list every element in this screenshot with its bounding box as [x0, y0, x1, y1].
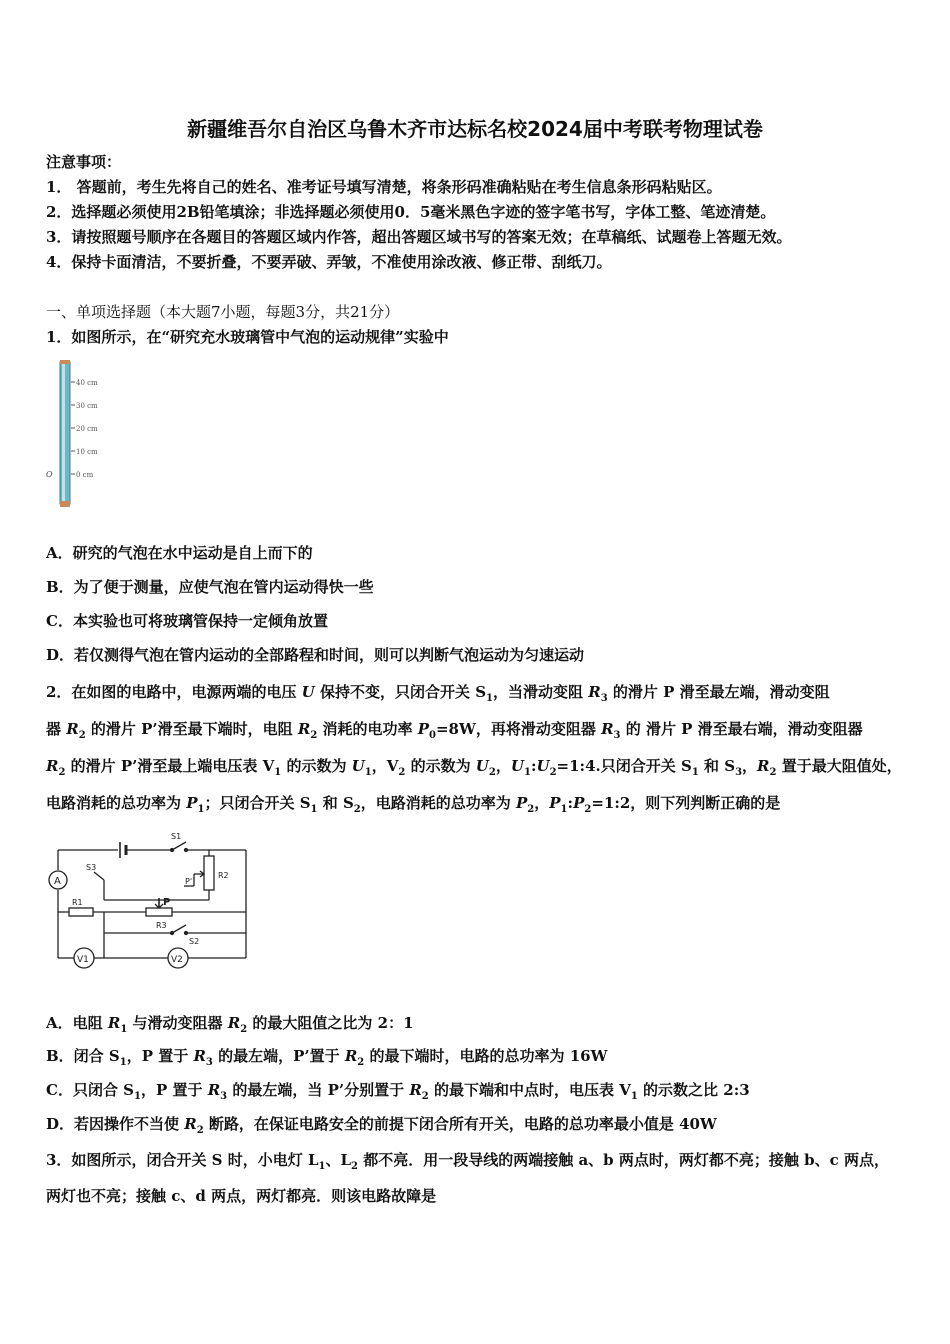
- q1-option-a: A．研究的气泡在水中运动是自上而下的: [46, 544, 313, 562]
- label-v1: V1: [77, 955, 89, 965]
- q3-stem-line-1: 3．如图所示，闭合开关 S 时，小电灯 $L_1$、$L_2$ 都不亮．用一段导线的两端接触 a、b 两点时，两灯都不亮；接触 b、c 两点，: [46, 1151, 889, 1172]
- q2-option-d: D．若因操作不当使 $R_2$ 断路，在保证电路安全的前提下闭合所有开关，电路的总功率最小值是 40W: [46, 1115, 717, 1136]
- q1-tube-figure: [44, 360, 124, 510]
- q2-option-c: C．只闭合 $S_1$，P 置于 $R_3$ 的最左端，当 P’分别置于 $R_2$ 的最下端和中点时，电压表 $V_1$ 的示数之比 2:3: [46, 1081, 750, 1102]
- q2-stem-line-2: 器 $R_2$ 的滑片 P’滑至最下端时，电阻 $R_2$ 消耗的电功率 $P_0=8W$，再将滑动变阻器 $R_3$ 的 滑片 P 滑至最右端，滑动变阻器: [46, 720, 863, 741]
- q2-stem-line-4: 电路消耗的总功率为 $P_1$；只闭合开关 $S_1$ 和 $S_2$，电路消耗的总功率为 $P_2$，$P_1:P_2=1:2$，则下列判断正确的是: [46, 794, 781, 815]
- q1-stem: 1．如图所示，在“研究充水玻璃管中气泡的运动规律”实验中: [46, 328, 449, 346]
- tube-mark-40: 40 cm: [76, 379, 98, 387]
- label-s1: S1: [171, 832, 182, 841]
- q2-option-a: A．电阻 $R_1$ 与滑动变阻器 $R_2$ 的最大阻值之比为 2：1: [46, 1014, 414, 1035]
- page-title: 新疆维吾尔自治区乌鲁木齐市达标名校2024届中考联考物理试卷: [187, 117, 763, 141]
- tube-mark-20: 20 cm: [76, 425, 98, 433]
- q2-circuit-diagram: [44, 828, 254, 978]
- q1-option-d: D．若仅测得气泡在管内运动的全部路程和时间，则可以判断气泡运动为匀速运动: [46, 646, 585, 664]
- notice-heading: 注意事项：: [46, 153, 122, 171]
- q2-stem-line-1: 2．在如图的电路中，电源两端的电压 U 保持不变，只闭合开关 $S_1$，当滑动变阻 $R_3$ 的滑片 P 滑至最左端，滑动变阻: [46, 683, 830, 704]
- tube-mark-0: 0 cm: [76, 471, 94, 479]
- label-s2: S2: [189, 937, 200, 946]
- tube-mark-10: 10 cm: [76, 448, 98, 456]
- label-p: P: [163, 897, 171, 908]
- notice-item-3: 3．请按照题号顺序在各题目的答题区域内作答，超出答题区域书写的答案无效；在草稿纸、试题卷上答题无效。: [46, 228, 792, 246]
- q1-option-b: B．为了便于测量，应使气泡在管内运动得快一些: [46, 578, 374, 596]
- notice-item-2: 2．选择题必须使用2B铅笔填涂；非选择题必须使用0．5毫米黑色字迹的签字笔书写，字体工整、笔迹清楚。: [46, 203, 776, 221]
- section-heading: 一、单项选择题（本大题7小题，每题3分，共21分）: [46, 303, 400, 321]
- label-p2: P': [185, 877, 193, 886]
- label-s3: S3: [86, 863, 97, 872]
- tube-origin-label: O: [46, 470, 53, 479]
- q2-option-b: B．闭合 $S_1$，P 置于 $R_3$ 的最左端，P’置于 $R_2$ 的最下端时，电路的总功率为 16W: [46, 1047, 608, 1068]
- q1-option-c: C．本实验也可将玻璃管保持一定倾角放置: [46, 612, 328, 630]
- label-r1: R1: [72, 898, 83, 907]
- tube-mark-30: 30 cm: [76, 402, 98, 410]
- label-r2: R2: [218, 871, 229, 880]
- label-ammeter: A: [54, 876, 61, 887]
- label-v2: V2: [171, 955, 183, 965]
- notice-item-4: 4．保持卡面清洁，不要折叠，不要弄破、弄皱，不准使用涂改液、修正带、刮纸刀。: [46, 253, 612, 271]
- label-r3: R3: [156, 921, 167, 930]
- notice-item-1: 1． 答题前，考生先将自己的姓名、准考证号填写清楚，将条形码准确粘贴在考生信息条形码粘贴区。: [46, 178, 722, 196]
- q3-stem-line-2: 两灯也不亮；接触 c、d 两点，两灯都亮．则该电路故障是: [46, 1187, 437, 1205]
- q2-stem-line-3: $R_2$ 的滑片 P’滑至最上端电压表 $V_1$ 的示数为 $U_1$，$V_2$ 的示数为 $U_2$，$U_1:U_2=1:4$.只闭合开关 $S_1$ 和 $S_3$，$R_2$ 置于最大阻值处，: [46, 757, 902, 778]
